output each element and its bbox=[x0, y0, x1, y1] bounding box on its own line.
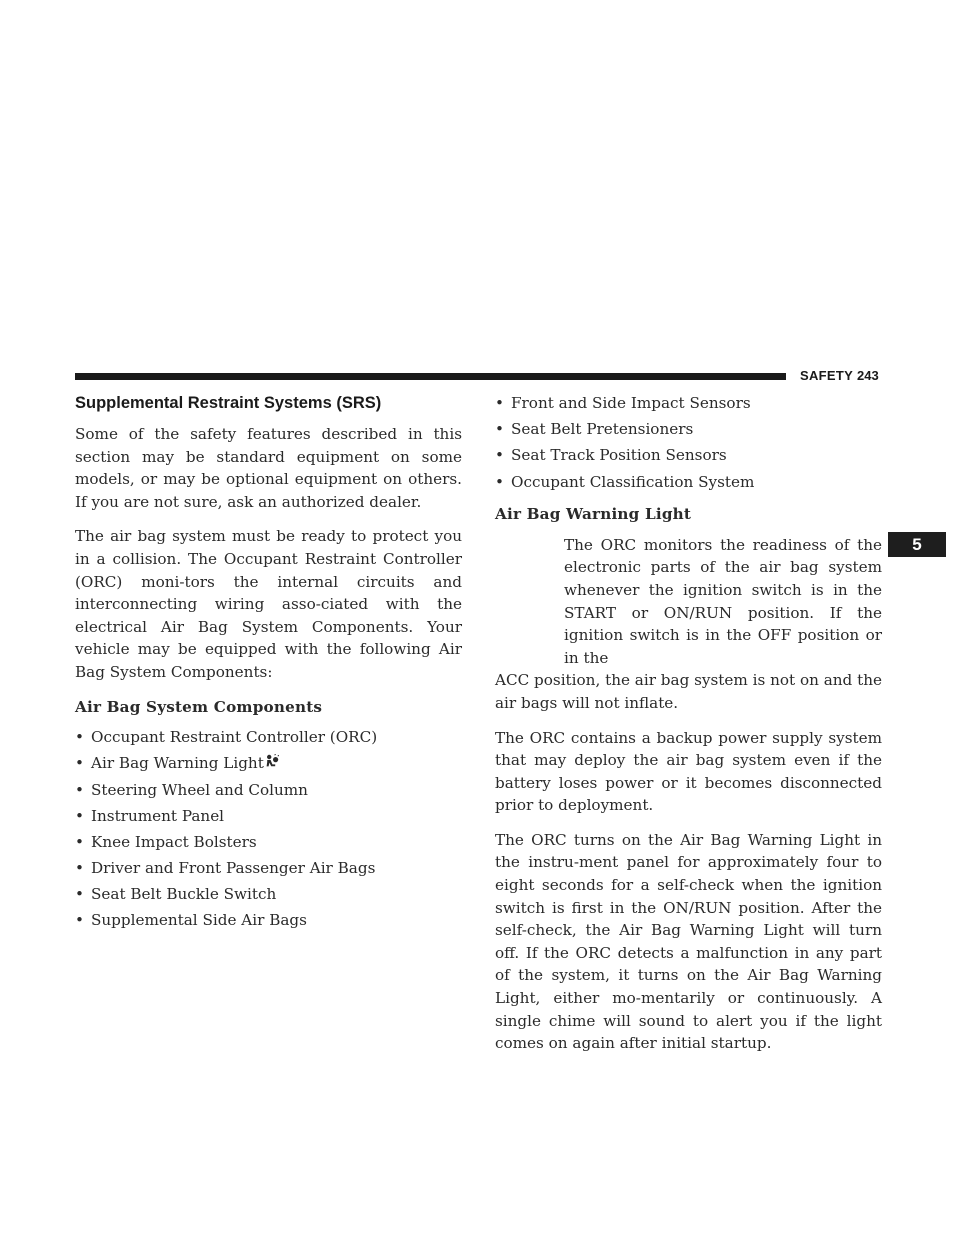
header-rule bbox=[75, 373, 786, 380]
components-list bbox=[75, 726, 462, 932]
bullet-icon: • bbox=[495, 472, 504, 491]
list-item: • Seat Belt Buckle Switch bbox=[75, 883, 462, 906]
bullet-icon: • bbox=[495, 446, 504, 465]
warning-light-subheading: Air Bag Warning Light bbox=[495, 505, 692, 524]
list-item: • Supplemental Side Air Bags bbox=[75, 909, 462, 932]
header-section-title: SAFETY bbox=[800, 368, 854, 383]
bullet-icon: • bbox=[75, 728, 84, 747]
list-item: • Driver and Front Passenger Air Bags bbox=[75, 857, 462, 880]
bullet-icon: • bbox=[75, 832, 84, 851]
bullet-icon: • bbox=[75, 885, 84, 904]
warning-rest-text: ACC position, the air bag system is not on and the air bags will not inflate. bbox=[495, 671, 882, 712]
airbag-warning-icon bbox=[265, 754, 279, 770]
sensors-list bbox=[495, 392, 882, 493]
bullet-icon: • bbox=[495, 420, 504, 439]
list-item: • Instrument Panel bbox=[75, 805, 462, 828]
list-item: • Knee Impact Bolsters bbox=[75, 831, 462, 854]
bullet-icon: • bbox=[495, 394, 504, 412]
orc-paragraph: The air bag system must be ready to protect you in a collision. The Occupant Restraint Controller (ORC) moni-tors the internal circuits and interconnecting wiring asso-ciated with the electrical Air Bag System Components. Your vehicle may be equipped with the following Air Bag System Components: bbox=[75, 527, 462, 681]
list-item: • Seat Belt Pretensioners bbox=[495, 418, 882, 441]
components-subheading: Air Bag System Components bbox=[75, 697, 323, 716]
bullet-icon: • bbox=[75, 911, 84, 930]
chapter-tab[interactable]: 5 bbox=[888, 532, 946, 557]
page-number: 243 bbox=[857, 368, 879, 383]
list-item: • Occupant Restraint Controller (ORC) bbox=[75, 726, 462, 749]
warning-indented-text: The ORC monitors the readiness of the electronic parts of the air bag system whenever the ignition switch is in the START or ON/RUN position. If the ignition switch is in the OFF position or in the bbox=[564, 535, 882, 667]
section-heading: Supplemental Restraint Systems (SRS) bbox=[75, 394, 382, 412]
right-column bbox=[495, 392, 882, 1067]
list-item: • Front and Side Impact Sensors bbox=[495, 392, 882, 415]
list-item: • Seat Track Position Sensors bbox=[495, 444, 882, 467]
bullet-icon: • bbox=[75, 806, 84, 825]
bullet-icon: • bbox=[75, 780, 84, 799]
warning-light-paragraph bbox=[495, 534, 882, 715]
self-check-paragraph: The ORC turns on the Air Bag Warning Light in the instru-ment panel for approximately four to eight seconds for a self-check when the ignition switch is first in the ON/RUN position. After the self-check, the Air Bag Warning Light will turn off. If the ORC detects a malfunction in any part of the system, it turns on the Air Bag Warning Light, either mo-mentarily or continuously. A single chime will sound to alert you if the light comes on again after initial startup. bbox=[495, 830, 882, 1053]
list-item: • Steering Wheel and Column bbox=[75, 779, 462, 802]
backup-power-paragraph: The ORC contains a backup power supply system that may deploy the air bag system even if the battery loses power or it becomes disconnected prior to deployment. bbox=[495, 728, 882, 815]
list-item: • Air Bag Warning Light bbox=[75, 752, 462, 775]
bullet-icon: • bbox=[75, 754, 84, 773]
list-item: • Occupant Classification System bbox=[495, 471, 882, 494]
left-column bbox=[75, 392, 462, 942]
bullet-icon: • bbox=[75, 859, 84, 878]
intro-paragraph: Some of the safety features described in this section may be standard equipment on some models, or may be optional equipment on others. If you are not sure, ask an authorized dealer. bbox=[75, 425, 462, 511]
